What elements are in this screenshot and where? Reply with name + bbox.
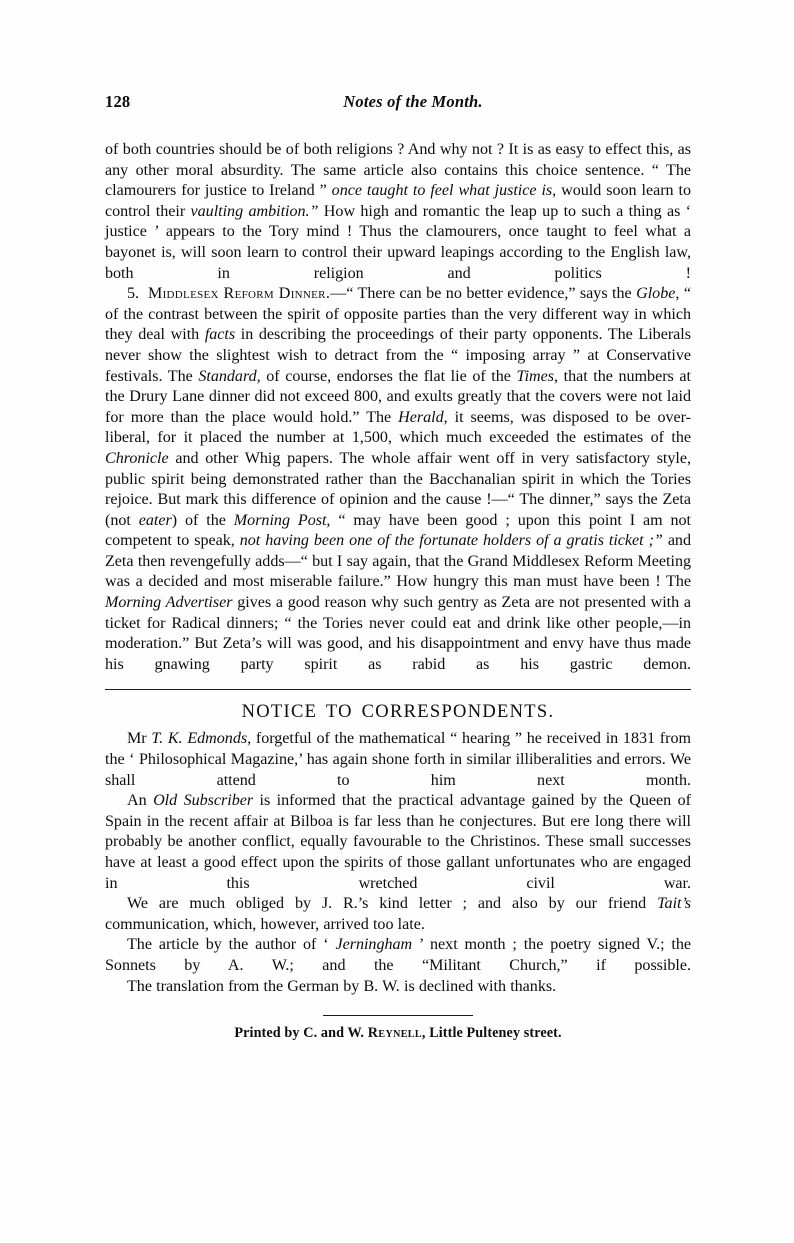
imprint-prefix: Printed by C. and W. — [234, 1025, 368, 1042]
item-number: 5. — [127, 285, 140, 303]
article-paragraph-1: of both countries should be of both religions ? And why not ? It is as easy to effect this, as any other moral absurdity. The same article also contains this choice sentence. “ The clamourers for justice to Ireland ” once taught to feel what justice is, would soon learn to control their vaulting ambition.” How high and romantic the leap up to such a thing as ‘ justice ’ appears to the Tory mind ! Thus the clamourers, once taught to feel what a bayonet is, will soon learn to control their upward leapings according to the English law, both in religion and politics ! — [105, 141, 692, 282]
running-head — [105, 92, 691, 126]
notice-paragraph-1: Mr T. K. Edmonds, forgetful of the mathematical “ hearing ” he received in 1831 from the ‘ Philosophical Magazine,’ has again shone forth in similar illiberalities and errors. We shall attend to him next month. — [105, 730, 691, 789]
printer-imprint — [105, 1025, 691, 1042]
printer-name: Reynell — [367, 1025, 422, 1042]
page-content — [105, 92, 691, 1056]
notice-paragraph-3: We are much obliged by J. R.’s kind letter ; and also by our friend Tait’s communication, which, however, arrived too late. — [105, 895, 691, 933]
item-body: —“ There can be no better evidence,” says the Globe, “ of the contrast between the spirit of opposite parties than the very different way in which they deal with facts in describing the proceedings of their party opponents. The Liberals never show the slightest wish to detract from the “ imposing array ” at Conservative festivals. The Standard, of course, endorses the flat lie of the Times, that the numbers at the Drury Lane dinner did not exceed 800, and exults greatly that the covers were not laid for more than the place would hold.” The Herald, it seems, was disposed to be over-liberal, for it placed the number at 1,500, which much exceeded the estimates of the Chronicle and other Whig papers. The whole affair went off in very satisfactory style, public spirit being demonstrated rather than the Bacchanalian spirit in which the Tories rejoice. But mark this difference of opinion and the cause !—“ The dinner,” says the Zeta (not eater) of the Morning Post, “ may have been good ; upon this point I am not competent to speak, not having been one of the fortunate holders of a gratis ticket ;” and Zeta then revengefully adds—“ but I say again, that the Grand Middlesex Reform Meeting was a decided and most miserable failure.” How hungry this man must have been ! The Morning Advertiser gives a good reason why such gentry as Zeta are not presented with a ticket for Radical dinners; “ the Tories never could eat and drink like other people,—in moderation.” But Zeta’s will was good, and his disappointment and envy have thus made his gnawing party spirit as rabid as his gastric demon. — [105, 285, 691, 673]
notice-paragraph-4: The article by the author of ‘ Jerningham ’ next month ; the poetry signed V.; the Sonnets by A. W.; and the “Militant Church,” if possible. — [105, 936, 691, 974]
section-divider-rule — [105, 689, 691, 690]
article-paragraph-2 — [105, 284, 691, 675]
notice-paragraph-5: The translation from the German by B. W. is declined with thanks. — [127, 977, 557, 995]
page-number: 128 — [105, 92, 131, 111]
item-heading: Middlesex Reform Dinner. — [147, 285, 331, 303]
running-title: Notes of the Month. — [343, 92, 483, 111]
imprint-suffix: , Little Pulteney street. — [421, 1025, 562, 1042]
notice-paragraph-2: An Old Subscriber is informed that the practical advantage gained by the Queen of Spain in the recent affair at Bilboa is far less than he conjectures. But ere long there will probably be another conflict, equally favourable to the Christinos. These small successes have at least a good effect upon the spirits of those gallant unfortunates who are engaged in this wretched civil war. — [105, 792, 691, 892]
imprint-divider-rule — [323, 1015, 473, 1016]
notice-heading: NOTICE TO CORRESPONDENTS. — [241, 702, 555, 723]
